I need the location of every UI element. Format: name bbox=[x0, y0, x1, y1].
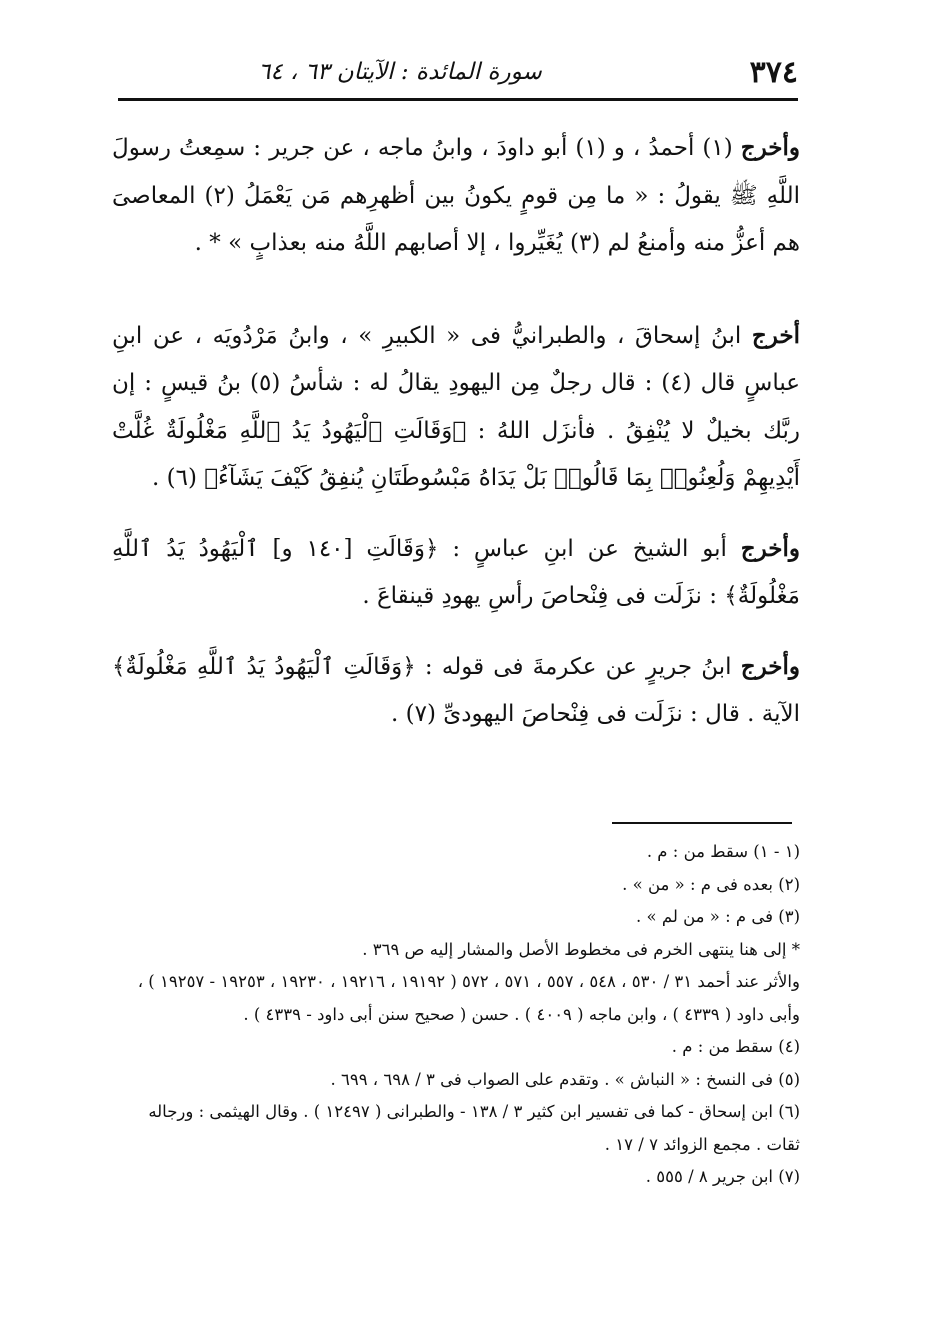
paragraph-1-text: (١) أحمدُ ، و (١) أبو داودَ ، وابنُ ماجه ، عن جرير : سمِعتُ رسولَ اللَّهِ ﷺ يقولُ : « ما مِن قومٍ يكونُ بين أظهرِهم مَن يَعْمَلُ (٢) المعاصىَ هم أعزُّ منه وأمنعُ لم (٣) يُغَيِّروا ، إلا أصابهم اللَّهُ منه بعذابٍ » * . bbox=[112, 135, 800, 256]
paragraph-gap bbox=[112, 621, 800, 643]
paragraph-4-text: ابنُ جريرٍ عن عكرمةَ فى قوله : ﴿وَقَالَتِ ٱلْيَهُودُ يَدُ ٱللَّهِ مَغْلُولَةٌ﴾ الآية . قال : نزَلَت فى فِنْحاصَ اليهودىِّ (٧) . bbox=[112, 653, 800, 727]
paragraph-3-lead: وأخرج bbox=[740, 534, 800, 562]
footnote-rule bbox=[612, 822, 792, 824]
paragraph-2-text: ابنُ إسحاقَ ، والطبرانيُّ فى « الكبيرِ » ، وابنُ مَرْدُويَه ، عن ابنِ عباسٍ قال (٤) : قال رجلٌ مِن اليهودِ يقالُ له : شأسُ (٥) بنُ قيسٍ : إن ربَّك بخيلٌ لا يُنْفِقُ . فأنزَل اللهُ : ﴿وَقَالَتِ ٱلْيَهُودُ يَدُ ٱللَّهِ مَغْلُولَةٌ غُلَّتْ أَيْدِيهِمْ وَلُعِنُوا۟ بِمَا قَالُوا۟ بَلْ يَدَاهُ مَبْسُوطَتَانِ يُنفِقُ كَيْفَ يَشَآءُ﴾ (٦) . bbox=[112, 322, 801, 491]
paragraph-gap bbox=[112, 268, 800, 290]
paragraph-1-lead: وأخرج bbox=[740, 134, 800, 161]
paragraph-4 bbox=[112, 643, 800, 739]
running-title: سورة المائدة : الآيتان ٦٣ ، ٦٤ bbox=[258, 59, 542, 85]
footnote: (٣) فى م : « من لم » . bbox=[636, 907, 800, 926]
footnote: والأثر عند أحمد ٣١ / ٥٣٠ ، ٥٤٨ ، ٥٥٧ ، ٥٧١ ، ٥٧٢ ( ١٩١٩٢ ، ١٩٢١٦ ، ١٩٢٣٠ ، ١٩٢٥٣ - ١٩٢٥٧ ) ، وأبى داود ( ٤٣٣٩ ) ، وابن ماجه ( ٤٠٠٩ ) . حسن ( صحيح سنن أبى داود - ٤٣٣٩ ) . bbox=[137, 972, 800, 1024]
main-text bbox=[112, 124, 800, 739]
paragraph-2 bbox=[112, 312, 800, 503]
footnote: (٥) فى النسخ : « النباش » . وتقدم على الصواب فى ٣ / ٦٩٨ ، ٦٩٩ . bbox=[330, 1069, 800, 1089]
footnote: * إلى هنا ينتهى الخرم فى مخطوط الأصل والمشار إليه ص ٣٦٩ . bbox=[362, 939, 800, 959]
paragraph-3-text: أبو الشيخ عن ابنِ عباسٍ : ﴿وَقَالَتِ [١٤٠ و] ٱلْيَهُودُ يَدُ ٱللَّهِ مَغْلُولَةٌ﴾ : نزَلَت فى فِنْحاصَ رأسِ يهودِ قينقاعَ . bbox=[112, 535, 800, 609]
footnote: (٧) ابن جرير ٨ / ٥٥٥ . bbox=[645, 1167, 800, 1186]
page-header bbox=[118, 52, 798, 92]
page-number: ٣٧٤ bbox=[749, 54, 798, 90]
footnotes bbox=[112, 836, 800, 1194]
footnote: (١ - ١) سقط من : م . bbox=[646, 842, 800, 861]
footnote: (٦) ابن إسحاق - كما فى تفسير ابن كثير ٣ / ١٣٨ - والطبرانى ( ١٢٤٩٧ ) . وقال الهيثمى : ورجاله ثقات . مجمع الزوائد ٧ / ١٧ . bbox=[148, 1102, 800, 1154]
header-rule bbox=[118, 98, 798, 101]
paragraph-2-lead: أخرج bbox=[751, 321, 800, 349]
paragraph-1 bbox=[112, 124, 800, 268]
footnote: (٢) بعده فى م : « من » . bbox=[622, 874, 800, 894]
paragraph-gap bbox=[112, 290, 800, 312]
paragraph-gap bbox=[112, 503, 800, 525]
footnote: (٤) سقط من : م . bbox=[671, 1037, 800, 1056]
paragraph-4-lead: وأخرج bbox=[740, 652, 800, 680]
paragraph-3 bbox=[112, 525, 800, 621]
